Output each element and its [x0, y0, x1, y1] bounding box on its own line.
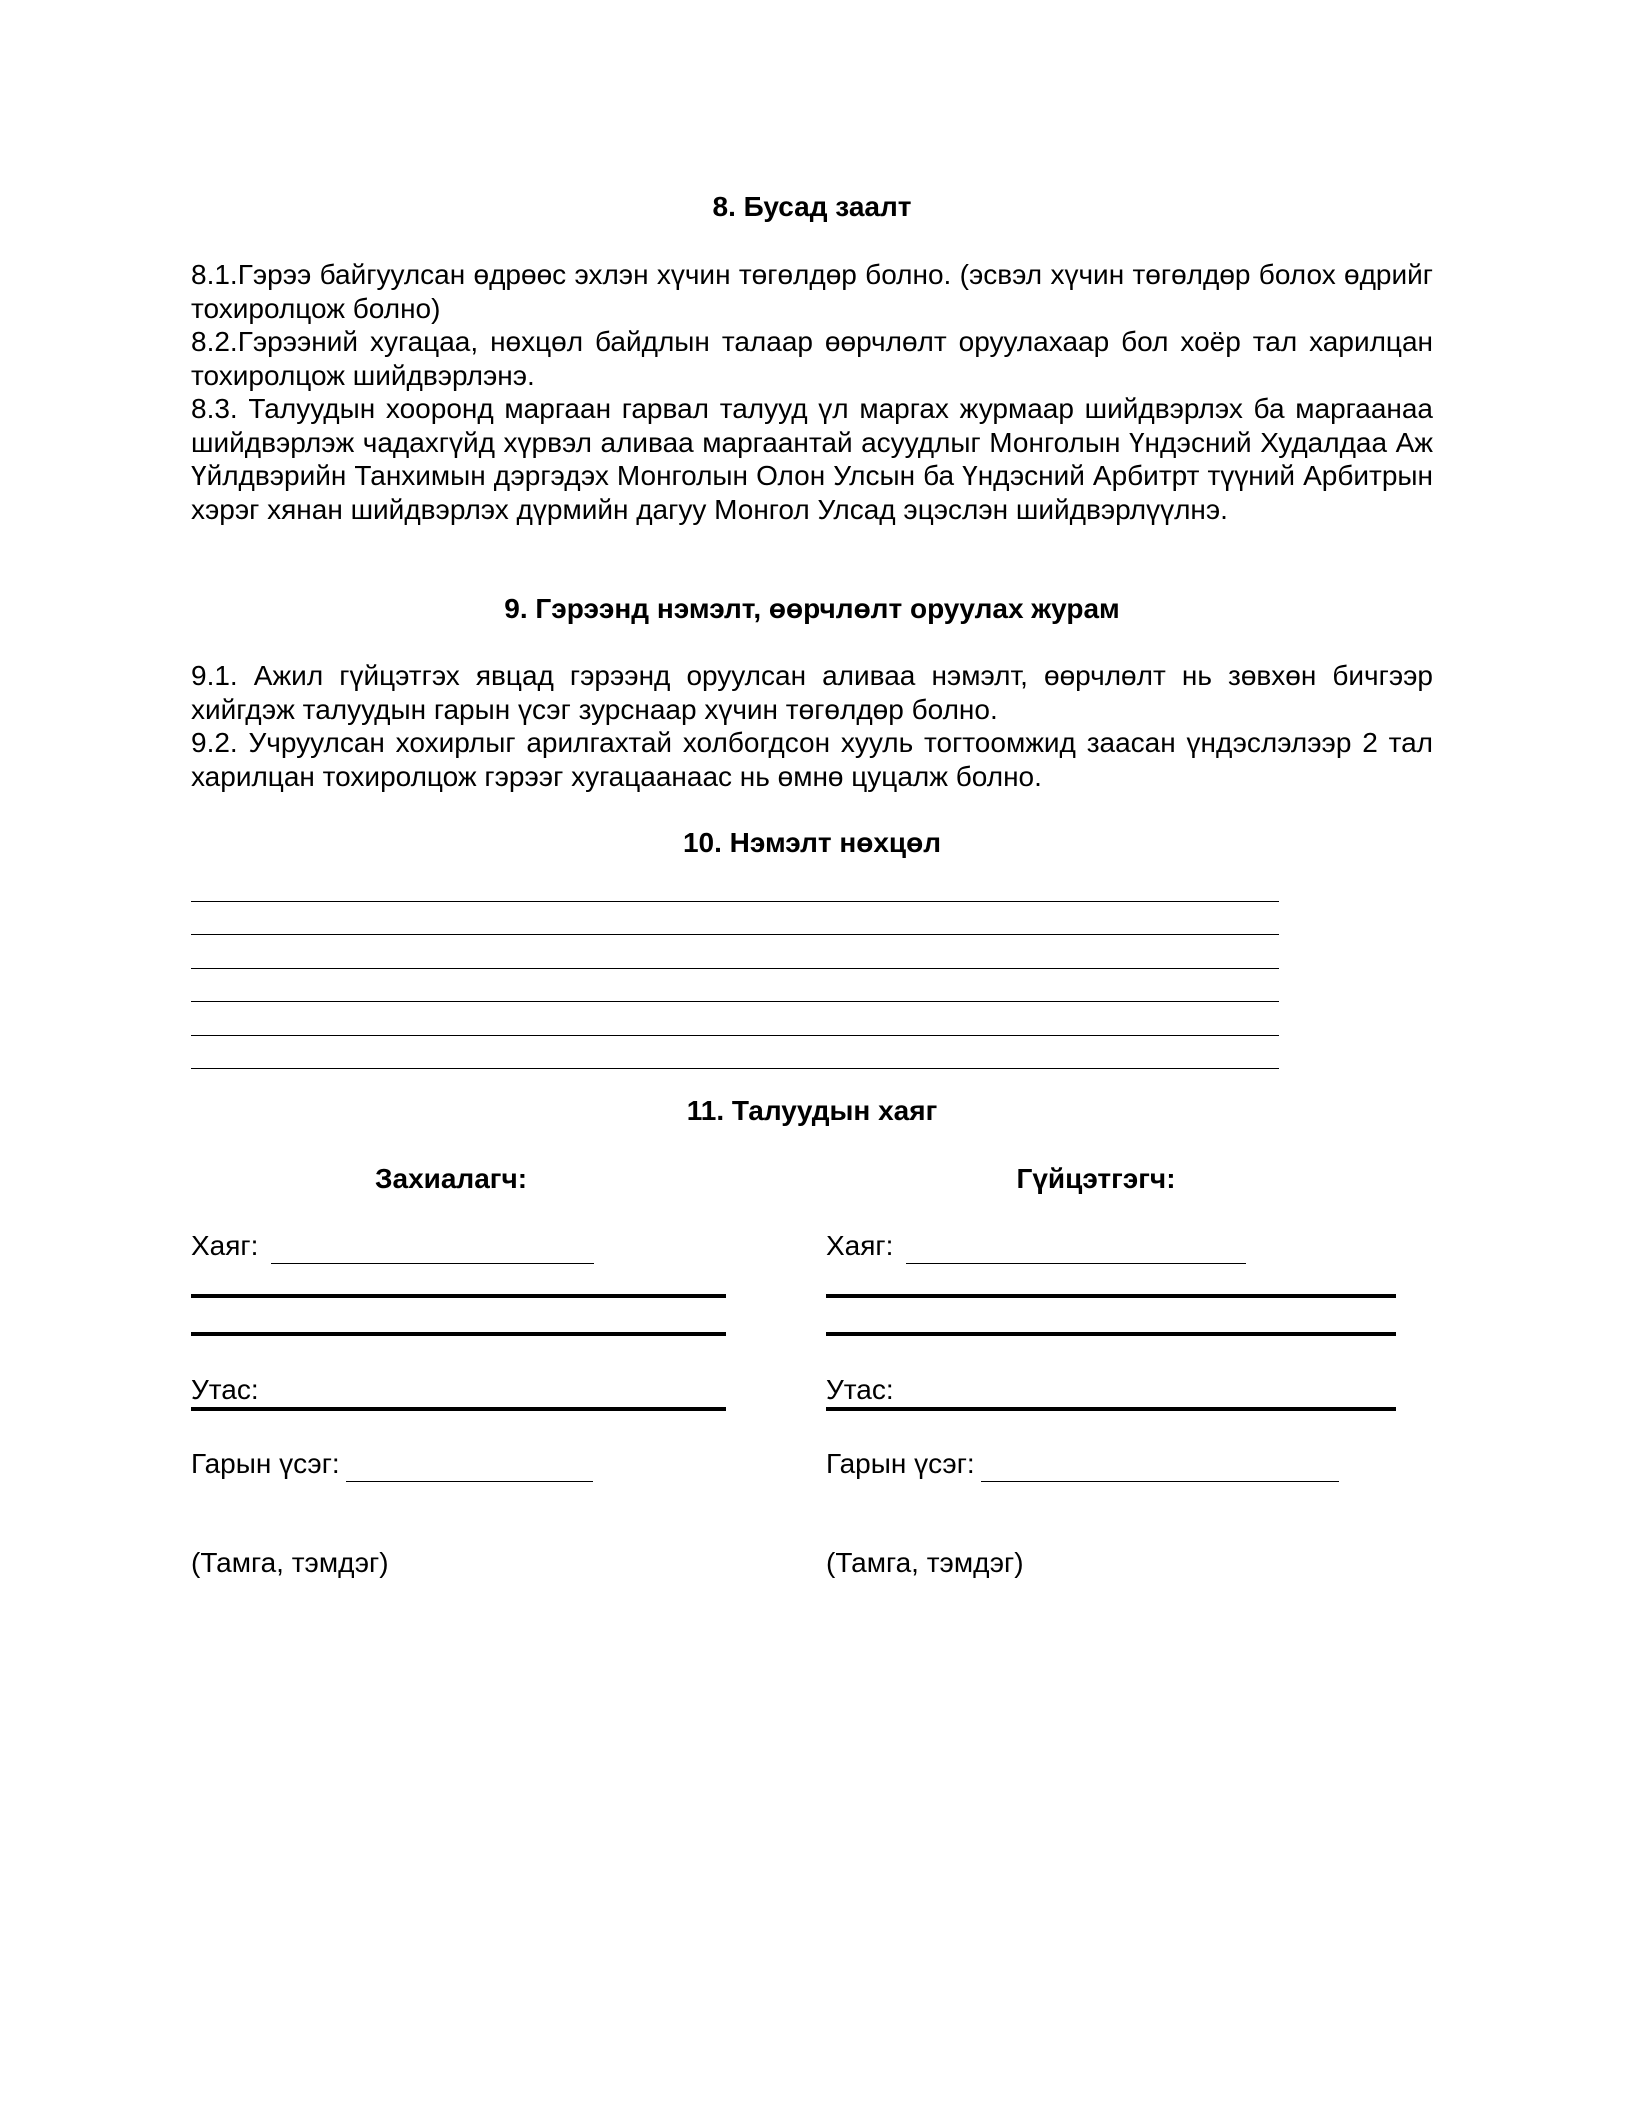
client-address-field[interactable] [271, 1229, 594, 1264]
contractor-title: Гүйцэтгэгч: [1016, 1163, 1176, 1194]
client-signature-field[interactable] [346, 1447, 593, 1482]
blank-line[interactable] [191, 1002, 1279, 1036]
clause-8-2: 8.2.Гэрээний хугацаа, нөхцөл байдлын талаар өөрчлөлт оруулахаар бол хоёр тал харилцан тохиролцож шийдвэрлэнэ. [191, 326, 1433, 391]
client-address-line-3[interactable] [191, 1332, 726, 1336]
contractor-address-line-3[interactable] [826, 1332, 1396, 1336]
contractor-phone-field[interactable] [826, 1407, 1396, 1411]
contractor-phone-label: Утас: [826, 1374, 894, 1405]
blank-line[interactable] [191, 969, 1279, 1003]
client-address-line-2[interactable] [191, 1294, 726, 1298]
blank-line[interactable] [191, 935, 1279, 969]
client-address-label: Хаяг: [191, 1230, 259, 1261]
section-9-body [191, 659, 1433, 793]
blank-line[interactable] [191, 868, 1279, 902]
section-11-title: 11. Талуудын хаяг [686, 1095, 938, 1126]
section-8-title: 8. Бусад заалт [712, 191, 912, 222]
clause-8-3: 8.3. Талуудын хооронд маргаан гарвал талууд үл маргах журмаар шийдвэрлэх ба маргаанаа шийдвэрлэж чадахгүйд хүрвэл аливаа маргаантай асуудлыг Монголын Үндэсний Худалдаа Аж Үйлдвэрийн Танхимын дэргэдэх Монголын Олон Улсын ба Үндэсний Арбитрт түүний Арбитрын хэрэг хянан шийдвэрлэх дүрмийн дагуу Монгол Улсад эцэслэн шийдвэрлүүлнэ. [191, 393, 1433, 525]
section-10-title: 10. Нэмэлт нөхцөл [682, 827, 942, 858]
client-phone-label: Утас: [191, 1374, 259, 1405]
blank-line[interactable] [191, 1036, 1279, 1070]
blank-line[interactable] [191, 902, 1279, 936]
section-8-body [191, 258, 1433, 526]
additional-conditions-blank-lines[interactable] [191, 868, 1279, 1069]
contractor-address-label: Хаяг: [826, 1230, 894, 1261]
contractor-address-field[interactable] [906, 1229, 1246, 1264]
contractor-signature-field[interactable] [981, 1447, 1339, 1482]
clause-8-1: 8.1.Гэрээ байгуулсан өдрөөс эхлэн хүчин төгөлдөр болно. (эсвэл хүчин төгөлдөр болох өдрийг тохиролцож болно) [191, 259, 1433, 324]
contractor-signature-label: Гарын үсэг: [826, 1448, 975, 1479]
client-phone-field[interactable] [191, 1407, 726, 1411]
contractor-address-line-2[interactable] [826, 1294, 1396, 1298]
clause-9-1: 9.1. Ажил гүйцэтгэх явцад гэрээнд оруулсан аливаа нэмэлт, өөрчлөлт нь зөвхөн бичгээр хийгдэж талуудын гарын үсэг зурснаар хүчин төгөлдөр болно. [191, 660, 1433, 725]
clause-9-2: 9.2. Учруулсан хохирлыг арилгахтай холбогдсон хууль тогтоомжид заасан үндэслэлээр 2 тал харилцан тохиролцож гэрээг хугацаанаас нь өмнө цуцалж болно. [191, 727, 1433, 792]
contractor-stamp-label: (Тамга, тэмдэг) [826, 1547, 1024, 1578]
client-signature-label: Гарын үсэг: [191, 1448, 340, 1479]
client-title: Захиалагч: [374, 1163, 528, 1194]
client-stamp-label: (Тамга, тэмдэг) [191, 1547, 389, 1578]
section-9-title: 9. Гэрээнд нэмэлт, өөрчлөлт оруулах журам [504, 593, 1120, 624]
